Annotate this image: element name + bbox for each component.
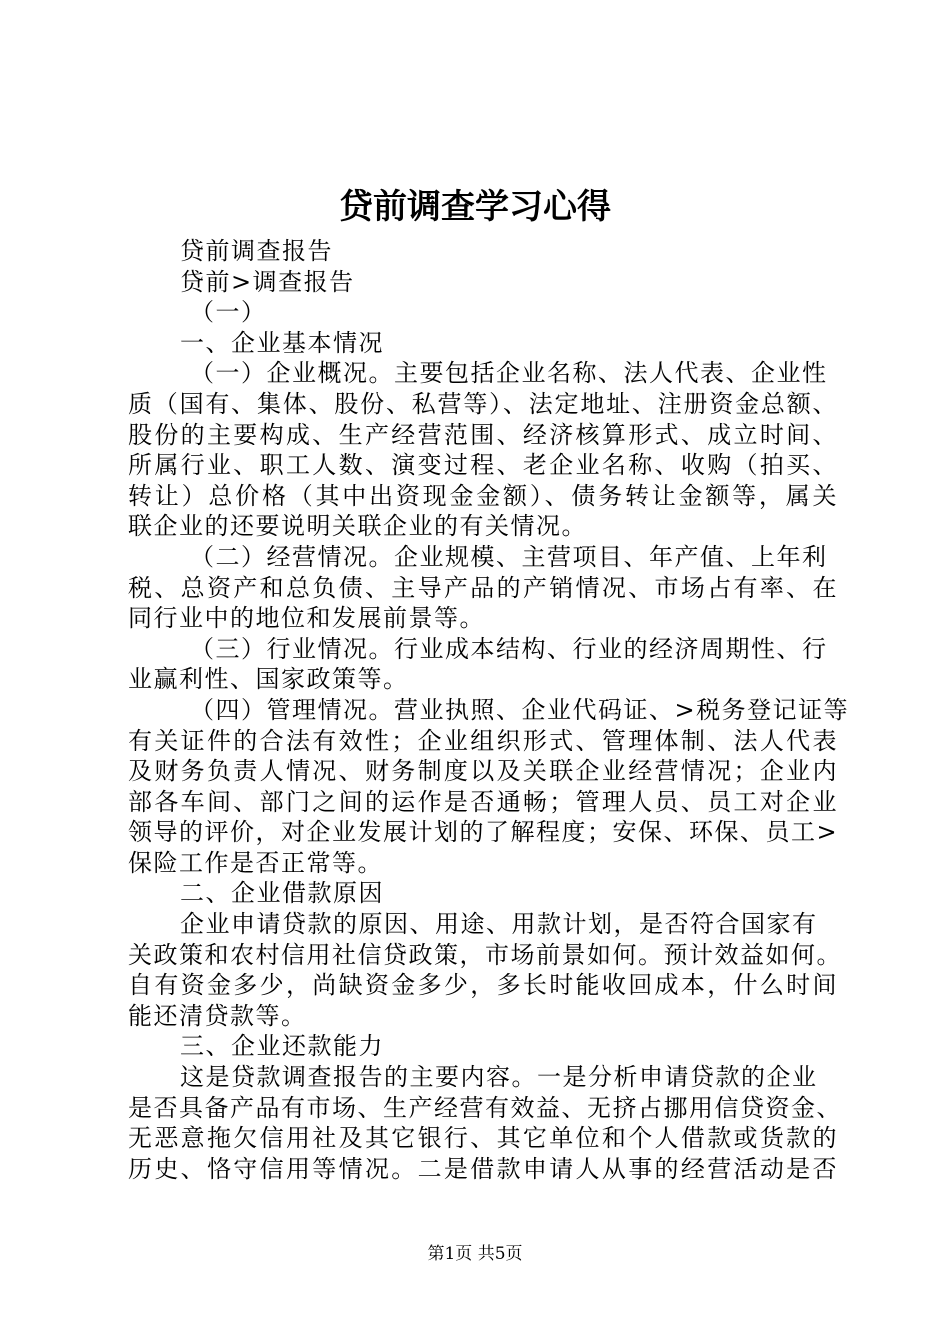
text-line: 企业申请贷款的原因、用途、用款计划，是否符合国家有 <box>180 910 818 939</box>
text-line: 保险工作是否正常等。 <box>128 848 383 877</box>
text-line: 及财务负责人情况、财务制度以及关联企业经营情况；企业内 <box>128 757 838 786</box>
text-line: 税、总资产和总负债、主导产品的产销情况、市场占有率、在 <box>128 573 838 602</box>
section-heading: 一、企业基本情况 <box>180 328 384 357</box>
text-line: （四）管理情况。营业执照、企业代码证、>税务登记证等 <box>190 695 850 724</box>
text-line: 质（国有、集体、股份、私营等）、法定地址、注册资金总额、 <box>128 389 838 418</box>
section-heading: 二、企业借款原因 <box>180 879 384 908</box>
text-line: 自有资金多少，尚缺资金多少，多长时能收回成本，什么时间 <box>128 971 838 1000</box>
text-line: 是否具备产品有市场、生产经营有效益、无挤占挪用信贷资金、 <box>128 1093 842 1122</box>
text-line: 联企业的还要说明关联企业的有关情况。 <box>128 512 587 541</box>
text-line: 历史、恪守信用等情况。二是借款申请人从事的经营活动是否 <box>128 1154 838 1183</box>
text-line: 有关证件的合法有效性；企业组织形式、管理体制、法人代表 <box>128 726 838 755</box>
text-line: （三）行业情况。行业成本结构、行业的经济周期性、行 <box>190 634 828 663</box>
text-line: 这是贷款调查报告的主要内容。一是分析申请贷款的企业 <box>180 1063 818 1092</box>
text-line: 贷前调查报告 <box>180 237 333 265</box>
document-title: 贷前调查学习心得 <box>339 187 611 227</box>
text-line: 所属行业、职工人数、演变过程、老企业名称、收购（拍买、 <box>128 451 838 480</box>
section-heading: 三、企业还款能力 <box>180 1032 384 1061</box>
document-body <box>128 236 850 1184</box>
text-line: 股份的主要构成、生产经营范围、经济核算形式、成立时间、 <box>128 420 838 449</box>
text-line: 部各车间、部门之间的运作是否通畅；管理人员、员工对企业 <box>128 787 838 816</box>
page-number: 第1页 共5页 <box>427 1244 523 1264</box>
text-line: 贷前>调查报告 <box>180 267 355 296</box>
text-line: （二）经营情况。企业规模、主营项目、年产值、上年利 <box>190 542 828 571</box>
text-line: 无恶意拖欠信用社及其它银行、其它单位和个人借款或货款的 <box>128 1124 838 1153</box>
text-line: 同行业中的地位和发展前景等。 <box>128 604 485 633</box>
text-line: 业赢利性、国家政策等。 <box>128 665 409 694</box>
text-line: 领导的评价，对企业发展计划的了解程度；安保、环保、员工> <box>128 818 839 847</box>
text-line: 能还清贷款等。 <box>128 1001 307 1030</box>
text-line: （一） <box>190 298 267 327</box>
text-line: 转让）总价格（其中出资现金金额）、债务转让金额等，属关 <box>128 481 838 510</box>
text-line: （一）企业概况。主要包括企业名称、法人代表、企业性 <box>190 359 828 388</box>
text-line: 关政策和农村信用社信贷政策，市场前景如何。预计效益如何。 <box>128 940 842 969</box>
